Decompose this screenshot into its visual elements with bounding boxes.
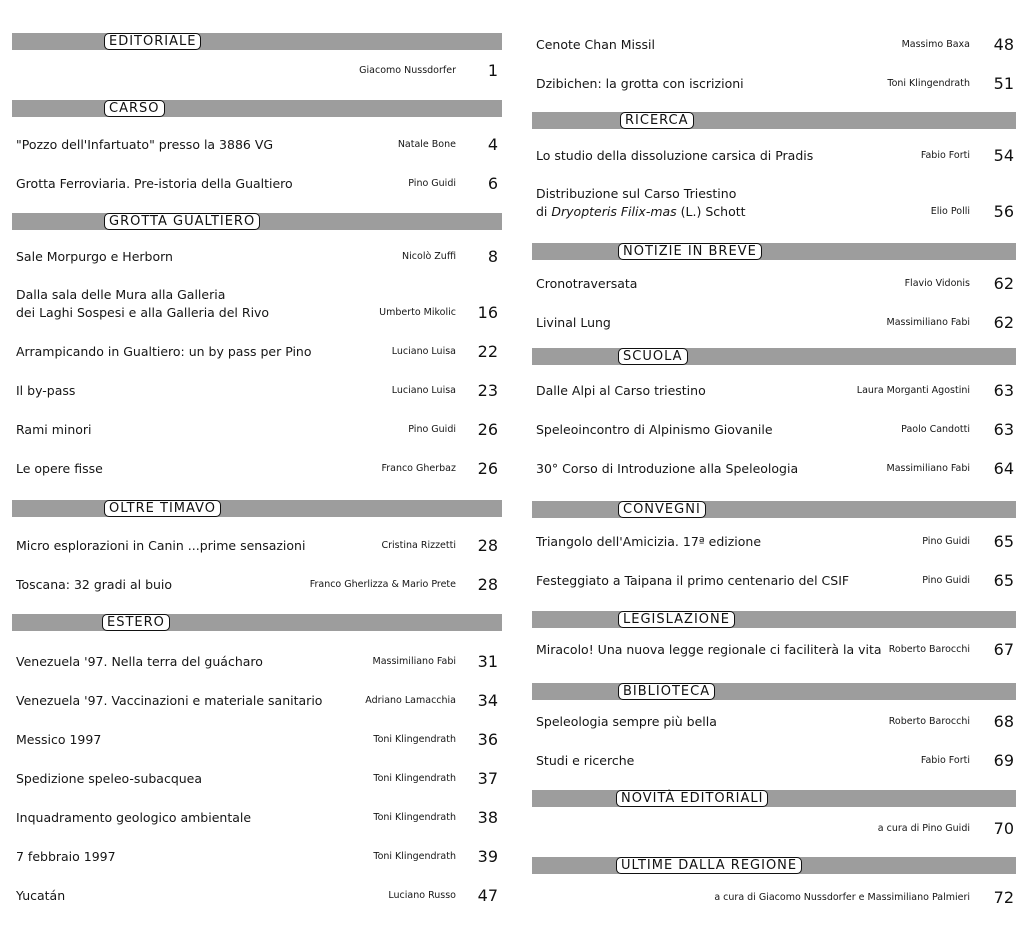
entry-title: Messico 1997 [16, 732, 102, 747]
entry-title: Micro esplorazioni in Canin ...prime sensazioni [16, 538, 306, 553]
entry-page: 39 [477, 847, 498, 866]
entry-page: 34 [477, 691, 498, 710]
entry-author: Umberto Mikolic [379, 307, 456, 318]
entry-author: Luciano Luisa [391, 385, 456, 396]
entry-author: Toni Klingendrath [373, 851, 456, 862]
entry-author: Toni Klingendrath [373, 812, 456, 823]
section-label: SCUOLA [618, 348, 688, 365]
entry-page: 69 [993, 751, 1014, 770]
entry-author: Elio Polli [930, 206, 970, 217]
entry-title: Toscana: 32 gradi al buio [16, 577, 173, 592]
entry-title: Sale Morpurgo e Herborn [16, 249, 173, 264]
entry-page: 1 [487, 61, 498, 80]
entry-title: Miracolo! Una nuova legge regionale ci faciliterà la vita [536, 642, 882, 657]
entry-page: 63 [993, 420, 1014, 439]
entry-title: Livinal Lung [536, 315, 611, 330]
entry-author: Toni Klingendrath [373, 734, 456, 745]
entry-author: Adriano Lamacchia [365, 695, 456, 706]
entry-title: Triangolo dell'Amicizia. 17ª edizione [536, 534, 762, 549]
entry-page: 28 [477, 536, 498, 555]
entry-page: 16 [477, 303, 498, 322]
section-label: ESTERO [102, 614, 170, 631]
entry-title: Il by-pass [16, 383, 76, 398]
entry-author: Massimiliano Fabi [886, 463, 970, 474]
entry-page: 68 [993, 712, 1014, 731]
entry-author: Luciano Luisa [391, 346, 456, 357]
entry-author: Cristina Rizzetti [381, 540, 456, 551]
entry-title: Cronotraversata [536, 276, 638, 291]
entry-title: Dalla sala delle Mura alla Galleria [16, 287, 226, 302]
entry-author: Pino Guidi [922, 575, 970, 586]
entry-title: Arrampicando in Gualtiero: un by pass per Pino [16, 344, 312, 359]
entry-title-line2 [536, 203, 746, 221]
entry-title-suffix: (L.) Schott [676, 204, 746, 219]
entry-author: Franco Gherbaz [381, 463, 456, 474]
entry-page: 26 [477, 420, 498, 439]
entry-page: 63 [993, 381, 1014, 400]
entry-author: Massimo Baxa [901, 39, 970, 50]
entry-author: Luciano Russo [388, 890, 456, 901]
entry-title: Rami minori [16, 422, 92, 437]
section-bar [532, 348, 1016, 365]
entry-title: Yucatán [16, 888, 66, 903]
entry-author: Fabio Forti [920, 150, 970, 161]
section-label: RICERCA [620, 112, 694, 129]
entry-author: a cura di Pino Guidi [877, 823, 970, 834]
section-label: NOVITÀ EDITORIALI [616, 790, 768, 807]
entry-page: 70 [993, 819, 1014, 838]
entry-page: 51 [993, 74, 1014, 93]
entry-author: Roberto Barocchi [888, 716, 970, 727]
entry-author: a cura di Giacomo Nussdorfer e Massimiliano Palmieri [714, 892, 970, 903]
section-label: EDITORIALE [104, 33, 201, 50]
entry-title-line2: dei Laghi Sospesi e alla Galleria del Rivo [16, 305, 270, 320]
section-label: OLTRE TIMAVO [104, 500, 221, 517]
section-bar [532, 243, 1016, 260]
entry-author: Pino Guidi [408, 424, 456, 435]
entry-title: Distribuzione sul Carso Triestino [536, 186, 737, 201]
entry-author: Giacomo Nussdorfer [359, 65, 456, 76]
entry-page: 72 [993, 888, 1014, 907]
entry-page: 56 [993, 202, 1014, 221]
entry-title-prefix: di [536, 204, 552, 219]
entry-page: 65 [993, 571, 1014, 590]
entry-page: 47 [477, 886, 498, 905]
entry-page: 67 [993, 640, 1014, 659]
entry-title: Speleologia sempre più bella [536, 714, 717, 729]
entry-page: 48 [993, 35, 1014, 54]
entry-page: 64 [993, 459, 1014, 478]
entry-page: 38 [477, 808, 498, 827]
section-bar [532, 683, 1016, 700]
entry-title: Dalle Alpi al Carso triestino [536, 383, 706, 398]
entry-title: Lo studio della dissoluzione carsica di Pradis [536, 148, 814, 163]
entry-page: 22 [477, 342, 498, 361]
section-label: NOTIZIE IN BREVE [618, 243, 762, 260]
entry-author: Paolo Candotti [901, 424, 970, 435]
entry-title: 30° Corso di Introduzione alla Speleologia [536, 461, 799, 476]
entry-title: Speleoincontro di Alpinismo Giovanile [536, 422, 773, 437]
section-bar [532, 790, 1016, 807]
entry-title: Venezuela '97. Vaccinazioni e materiale sanitario [16, 693, 323, 708]
entry-author: Pino Guidi [922, 536, 970, 547]
entry-page: 31 [477, 652, 498, 671]
entry-author: Toni Klingendrath [373, 773, 456, 784]
entry-author: Franco Gherlizza & Mario Prete [309, 579, 456, 590]
entry-title: "Pozzo dell'Infartuato" presso la 3886 VG [16, 137, 274, 152]
entry-author: Pino Guidi [408, 178, 456, 189]
section-bar [532, 501, 1016, 518]
entry-title: Dzibichen: la grotta con iscrizioni [536, 76, 744, 91]
entry-title-species: Dryopteris Filix-mas [551, 204, 677, 219]
entry-title: Venezuela '97. Nella terra del guácharo [16, 654, 263, 669]
section-label: CARSO [104, 100, 165, 117]
section-label: CONVEGNI [618, 501, 706, 518]
entry-page: 8 [487, 247, 498, 266]
entry-author: Toni Klingendrath [887, 78, 970, 89]
entry-author: Massimiliano Fabi [372, 656, 456, 667]
entry-title: Cenote Chan Missil [536, 37, 655, 52]
section-label: GROTTA GUALTIERO [104, 213, 260, 230]
entry-page: 65 [993, 532, 1014, 551]
entry-title: Inquadramento geologico ambientale [16, 810, 252, 825]
section-bar [12, 100, 502, 117]
entry-title: Grotta Ferroviaria. Pre-istoria della Gualtiero [16, 176, 293, 191]
entry-title: Le opere fisse [16, 461, 103, 476]
section-bar [532, 112, 1016, 129]
section-bar [12, 33, 502, 50]
entry-page: 37 [477, 769, 498, 788]
entry-author: Flavio Vidonis [904, 278, 970, 289]
entry-author: Laura Morganti Agostini [856, 385, 970, 396]
entry-page: 62 [993, 313, 1014, 332]
entry-author: Natale Bone [397, 139, 456, 150]
entry-page: 28 [477, 575, 498, 594]
entry-author: Nicolò Zuffi [402, 251, 456, 262]
entry-page: 23 [477, 381, 498, 400]
section-label: LEGISLAZIONE [618, 611, 735, 628]
entry-page: 26 [477, 459, 498, 478]
entry-title: 7 febbraio 1997 [16, 849, 116, 864]
entry-title: Spedizione speleo-subacquea [16, 771, 203, 786]
entry-title: Studi e ricerche [536, 753, 635, 768]
entry-page: 36 [477, 730, 498, 749]
entry-page: 54 [993, 146, 1014, 165]
section-label: BIBLIOTECA [618, 683, 715, 700]
entry-title: Festeggiato a Taipana il primo centenario del CSIF [536, 573, 850, 588]
entry-author: Roberto Barocchi [888, 644, 970, 655]
entry-author: Fabio Forti [920, 755, 970, 766]
entry-page: 4 [487, 135, 498, 154]
section-label: ULTIME DALLA REGIONE [616, 857, 802, 874]
entry-author: Massimiliano Fabi [886, 317, 970, 328]
section-bar [12, 614, 502, 631]
section-bar [12, 500, 502, 517]
entry-page: 62 [993, 274, 1014, 293]
section-bar [532, 611, 1016, 628]
entry-page: 6 [487, 174, 498, 193]
